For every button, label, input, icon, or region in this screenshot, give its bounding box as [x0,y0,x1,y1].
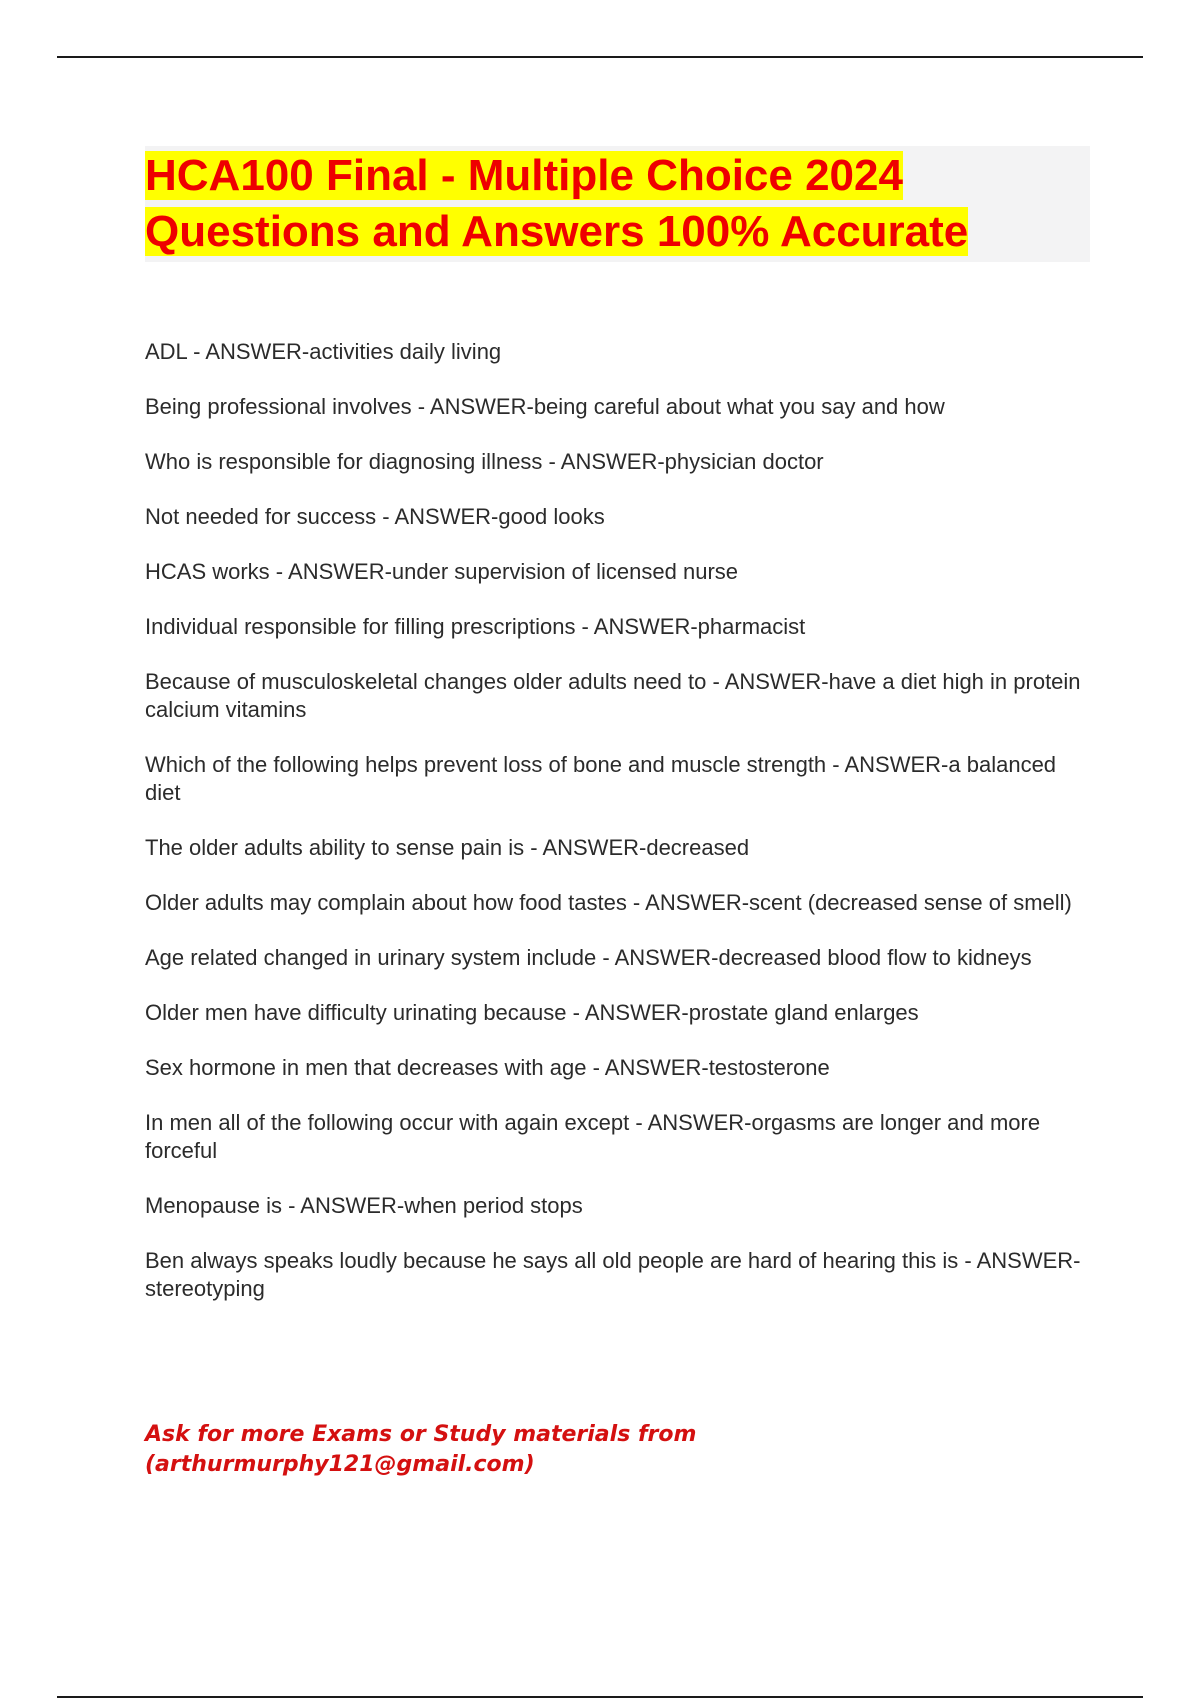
qa-item: Not needed for success - ANSWER-good looks [145,504,605,529]
qa-item: Who is responsible for diagnosing illness - ANSWER-physician doctor [145,449,824,474]
qa-item: Older men have difficulty urinating because - ANSWER-prostate gland enlarges [145,1000,919,1025]
document-title [145,148,1090,260]
contact-note-line-1: Ask for more Exams or Study materials from [145,1422,697,1447]
qa-item: Menopause is - ANSWER-when period stops [145,1193,583,1218]
qa-item: Because of musculoskeletal changes older adults need to - ANSWER-have a diet high in protein calcium vitamins [145,669,1081,722]
qa-item: Age related changed in urinary system include - ANSWER-decreased blood flow to kidneys [145,945,1032,970]
qa-item: HCAS works - ANSWER-under supervision of licensed nurse [145,559,739,584]
qa-list [145,338,1090,1330]
contact-note [145,1420,845,1480]
qa-item: Sex hormone in men that decreases with age - ANSWER-testosterone [145,1055,830,1080]
title-line-1: HCA100 Final - Multiple Choice 2024 [145,151,903,200]
contact-email: (arthurmurphy121@gmail.com) [145,1452,535,1477]
title-block [145,146,1090,262]
qa-item: In men all of the following occur with again except - ANSWER-orgasms are longer and more forceful [145,1110,1041,1163]
qa-item: Ben always speaks loudly because he says all old people are hard of hearing this is - ANSWER-stereotyping [145,1248,1081,1301]
qa-item: Individual responsible for filling prescriptions - ANSWER-pharmacist [145,614,806,639]
qa-item: Older adults may complain about how food tastes - ANSWER-scent (decreased sense of smell) [145,890,1072,915]
qa-item: The older adults ability to sense pain is - ANSWER-decreased [145,835,750,860]
qa-item: ADL - ANSWER-activities daily living [145,339,502,364]
qa-item: Being professional involves - ANSWER-being careful about what you say and how [145,394,945,419]
title-line-2: Questions and Answers 100% Accurate [145,207,969,256]
top-rule [57,56,1143,58]
bottom-rule [57,1696,1143,1698]
qa-item: Which of the following helps prevent loss of bone and muscle strength - ANSWER-a balanced diet [145,752,1057,805]
